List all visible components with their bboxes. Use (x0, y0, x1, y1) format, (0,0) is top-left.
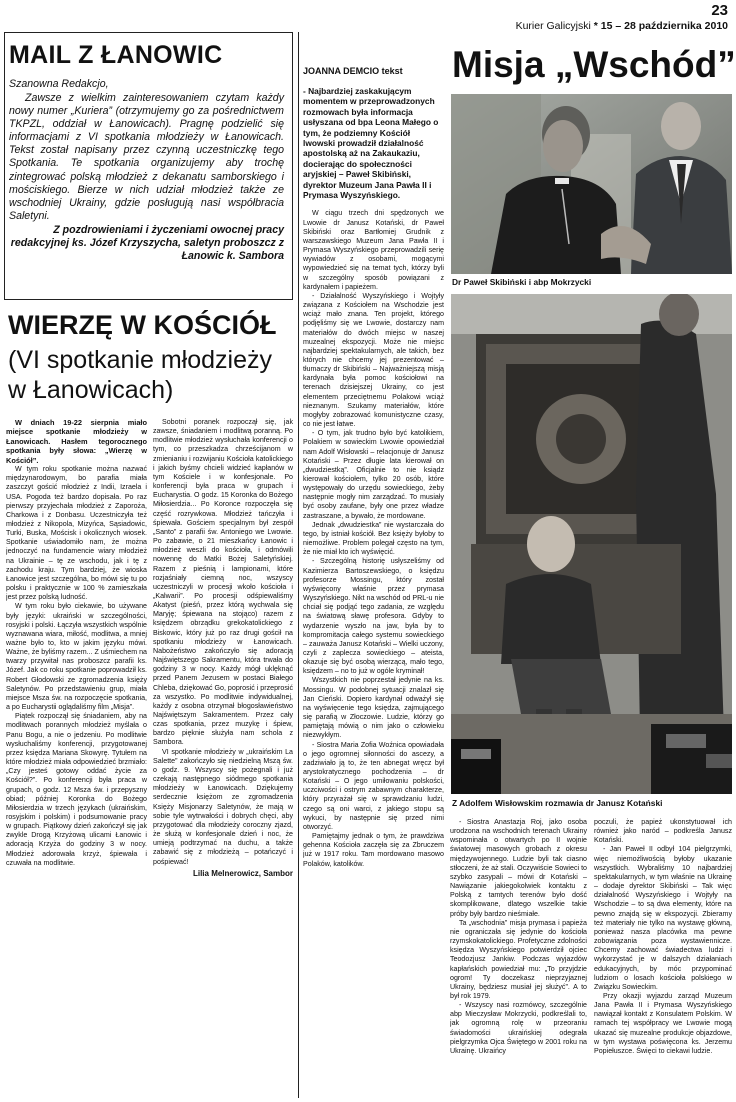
wierze-signature: Lilia Melnerowicz, Sambor (192, 868, 293, 878)
wierze-paragraph: W tym roku było ciekawie, bo używane były języki: ukraiński w szczególności, rosyjski i polski. Łączyła wszystkich wspólnie wyznawana wiara, miłość, modlitwa, a mniej ważne było to, kto w jakim języku mówi. Ważne, że byliśmy razem... Z uśmiechem na twarzy przywitał nas proboszcz parafii ks. Józef. Jak co roku spotkanie poprowadził ks. Robert Głodowski ze zgromadzenia księży Saletynów. Po przedstawieniu grup, miała miejsce Msza św. na rozpoczęcie spotkania, a po Eucharystii oglądaliśmy film „Misja”. (6, 602, 147, 712)
misja-paragraph: - Szczególną historię usłyszeliśmy od Kazimierza Bartoszewskiego, o księdzu profesorze Mossingu, który został wyświęcony właśnie przez prymasa Wyszyńskiego. Nikt na wschód od PRL-u nie chciał się podjąć tego zadania, ze względu na światową sławę profesora. Gdyby to wydarzenie wyszło na jaw, była by to kompromitacja całego systemu sowieckiego – zauważa Janusz Kotański – Wielki uczony, czyli z zaplecza sowieckiego – ateista, okazuje się być osobą wierzącą, mało tego, księdzem – no to już w ogóle kryminał! (303, 557, 444, 676)
misja-paragraph: - Wszyscy nasi rozmówcy, szczególnie abp Mieczysław Mokrzycki, podkreślali to, jak ogromną rolę w przeoraniu świadomości ukraińskiej odegrała pielgrzymka Ojca Świętego w 2001 roku na Ukrainę. Ukraińcy (450, 1001, 587, 1055)
misja-column-5 (594, 818, 732, 1098)
column-divider (298, 32, 299, 1098)
photo-skibinski-mokrzycki (451, 94, 732, 274)
misja-lead: - Najbardziej zaskakującym momentem w przeprowadzonych rozmowach była informacja usłyszana od bpa Leona Małego o tym, że podziemny Kościół lwowski prowadził działalność apostolską aż na Zakaukaziu, docierając do społeczności aryjskiej – Paweł Skibiński, dyrektor Muzeum Jana Pawła II i Prymasa Wyszyńskiego. (303, 86, 439, 201)
misja-paragraph: Wszystkich nie poprzestał jedynie na ks. Mossingu. W podobnej sytuacji znalazł się Jan Cieński. Dopiero kardynał odważył się na wyświęcenie tego księdza, zajmującego się parafią w Złoczowie. Ludzie, którzy go pamiętają mówią o nim jako o człowieku niezwykłym. (303, 676, 444, 740)
issue-date: * 15 – 28 października 2010 (593, 20, 728, 32)
misja-paragraph: poczuli, że papież ukonstytuował ich również jako naród – podkreśla Janusz Kotański. (594, 818, 732, 845)
misja-paragraph: Pamiętajmy jednak o tym, że prawdziwa gehenna Kościoła zaczęła się za Zbruczem już w 1917 roku. Tam mordowano masowo Polaków, katolików. (303, 832, 444, 868)
wierze-lead: W dniach 19-22 sierpnia miało miejsce spotkanie młodzieży w Łanowicach. Hasłem tegorocznego spotkania były słowa: „Wierzę w Kościół”. (6, 418, 147, 465)
misja-paragraph: - Działalność Wyszyńskiego i Wojtyły związana z Kościołem na Wschodzie jest wciąż mało znana. Ten projekt, którego podjęliśmy się we Lwowie, dostarczy nam materiałów do dwóch miejsc w naszej muzealnej ekspozycji. Może nie miejsc najbardziej spektakularnych, ale takich, bez których nie chcemy jej prezentować – tłumaczy dr Skibiński – Najważniejszą misją kardynała była pomoc kościołowi na terenach dzisiejszej Ukrainy, co jest elementem przeciętnemu Polakowi wciąż nieznanym. Szukamy materiałów, które mogłyby zobrazować komunistyczne czasy, co nie jest łatwe. (303, 291, 444, 429)
misja-paragraph: Przy okazji wyjazdu zarząd Muzeum Jana Pawła II i Prymasa Wyszyńskiego nawiązał kontakt z Konsulatem Polskim. W ramach tej współpracy we Lwowie mogą ukazać się muzealne produkcje objazdowe, w tym wystawa poświęcona ks. Jerzemu Popiełuszce. Święci to ciekawi ludzie. (594, 991, 732, 1055)
photo1-caption: Dr Paweł Skibiński i abp Mokrzycki (452, 277, 592, 287)
mail-title: MAIL Z ŁANOWIC (9, 41, 223, 69)
article-author: JOANNA DEMCIO tekst (303, 66, 403, 76)
misja-paragraph: - O tym, jak trudno było być katolikiem, Polakiem w sowieckim Lwowie opowiedział nam Adolf Wisłowski – relacjonuje dr Janusz Kotański – Przez długie lata kierował on „dwudziestką”. Oficjalnie to nie ksiądz kierował kościołem, tylko 20 osób, które występowały do urzędu sowieckiego, żeby następnie mogły nim zarządzać. To musiały być osoby zaufane, były one przez władze zastraszane, a bywało, że mordowane. (303, 429, 444, 520)
masthead (516, 20, 728, 32)
wierze-paragraph: W tym roku spotkanie można nazwać międzynarodowym, bo parafia miała zaszczyt gościć młodzież z Indii, Izraela i USA. Pogoda też bardzo dopisała. Po raz pierwszy przyjechała młodzież z Zaporoża, Charkowa i z Donbasu. Uczestniczyła też młodzież z Nikopola, Mizyńca, Sąsiadowic, Turki, Buska, Mościsk i okolicznych wiosek. Spotkanie uświadomiło nam, że można jednoczyć na fundamencie wiary młodzież na Ukrainie – tę ze wschodu, jak i tę z zachodu kraju. Tym bardziej, że wioska Łanowice jest szczególna, bo mówi się tu po polsku i praktycznie w 100 % zamieszkała jest przez polską ludność. (6, 465, 147, 602)
misja-paragraph: - Jan Paweł II odbył 104 pielgrzymki, więc niemożliwością byłoby ukazanie wszystkich. Wybraliśmy 10 najbardziej spektakularnych, w tym właśnie na Ukrainę – dodaje dyrektor Skibiński – Tak więc działalność Wyszyńskiego i Wojtyły na Wschodzie – to są dwa elementy, które na pewno znajdą się w ekspozycji. Zbieramy też materiały nie tylko na wystawę główną, ponieważ nasza placówka ma pewne zobowiązania poza wystawiennicze. Chcemy zachować świadectwa ludzi i wykorzystać je w dalszych działaniach edukacyjnych, by móc przypominać ludziom o losach kościoła polskiego w Związku Sowieckim. (594, 845, 732, 991)
mail-box (4, 32, 293, 300)
wierze-paragraph: Piątek rozpoczął się śniadaniem, aby na modlitwach porannych młodzież myślała o Panu Bogu, a nie o jedzeniu. Po modlitwie wysłuchaliśmy konferencji, przygotowanej przez księdza Mariana Skowyrę. Tytułem na które młodzież miała odpowiedzieć brzmiało: „Czy jesteś gotowy oddać życie za Kościół?”. Po konferencji była praca w grupach, o godz. 12 Msza św. i przepyszny obiad; później Koronka do Bożego Miłosierdzia w trzech językach (ukraińskim, rosyjskim i polskim) i podsumowanie pracy w grupach. Piątkowy dzień zakończył się jak zwykle Drogą Krzyżową ulicami Łanowic i adoracją Krzyża do godziny 3 w nocy. Młodzież adorowała krzyż, śpiewała i czuwała na modlitwie. (6, 712, 147, 867)
misja-column-4 (450, 818, 587, 1098)
mail-signature: Z pozdrowieniami i życzeniami owocnej pracy redakcyjnej ks. Józef Krzyszycha, saletyn proboszcz z Łanowic k. Sambora (10, 223, 284, 263)
page-number: 23 (711, 2, 728, 19)
wierze-column-1 (6, 418, 147, 1098)
misja-title: Misja „Wschód” (452, 44, 736, 85)
wierze-subtitle: (VI spotkanie młodzieży w Łanowicach) (8, 346, 273, 404)
photo-wislowski-kotanski (451, 294, 732, 794)
misja-paragraph: - Siostra Anastazja Roj, jako osoba urodzona na wschodnich terenach Ukrainy wspominała o otwartych po II wojnie światowej masowych grobach z okresu międzywojennego. Ludzie byli tak ciasno stłoczeni, że aż stali. Oczywiście Sowieci to szybko zasypali – mówi dr Kotański – Nawiązanie jakiegokolwiek kontaktu z Polską z tamtych terenów było dość skomplikowane, dlatego wszelkie takie próby były bardzo nieśmiałe. (450, 818, 587, 918)
photo2-caption: Z Adolfem Wisłowskim rozmawia dr Janusz Kotański (452, 798, 663, 808)
misja-paragraph: W ciągu trzech dni spędzonych we Lwowie dr Janusz Kotański, dr Paweł Skibiński oraz Bartłomiej Grudnik z warszawskiego Muzeum Jana Pawła II i Prymasa Wyszyńskiego przeprowadzili serię wywiadów z osobami, mogącymi wypowiedzieć się na temat tych, którzy byli w szczególny sposób powiązani z kardynałem i papieżem. (303, 209, 444, 291)
mail-greeting: Szanowna Redakcjo, (9, 78, 109, 90)
publication-name: Kurier Galicyjski (515, 20, 591, 32)
wierze-paragraph: VI spotkanie młodzieży w „ukraińskim La Salette” zakończyło się niedzielną Mszą św. o godz. 9. Wszyscy się pożegnali i już czekają następnego siódmego spotkania młodzieży w Łanowicach. Dziękujemy serdecznie księżom ze zgromadzenia Księży Misjonarzy Saletynów, że mają w sobie tyle wytrwałości i dobrych chęci, aby przygotować dla młodzieży coroczny zjazd, że służą w konfesjonale dzień i noc, że umieją podtrzymać na duchu, a także zabawić się z młodzieżą – potańczyć i pośpiewać! (153, 747, 293, 866)
mail-body: Zawsze z wielkim zainteresowaniem czytam każdy nowy numer „Kuriera” (otrzymujemy go za pośrednictwem TKPZL, oddział w Łanowicach). Pragnę podzielić się informacjami z VI spotkania młodzieży w Łanowicach. Tekst został napisany przez czynną uczestniczkę tego Spotkania. Te spotkania organizujemy aby trochę zintegrować polską młodzież z dekanatu samborskiego i mościskiego. Bierze w nich udział młodzież także ze wschodniej Ukrainy, gdzie posługują nasi współbracia Saletyni. (9, 92, 284, 222)
wierze-column-2 (153, 418, 293, 1098)
misja-paragraph: - Siostra Maria Zofia Woźnica opowiadała o jego ogromnej siłonności do ascezy, a zadziwiało ją to, że ten abnegat wręcz był arystokratycznego pochodzenia – dr Kotański – O jego umiłowaniu polskości, uczciwości i ostrym zabawnym charakterze, który przyrażał się w sprawdzaniu ludzi, czego są oni warci, z jakiego stopu są wykuci, by następnie się przed nimi otworzyć. (303, 740, 444, 831)
wierze-title: WIERZĘ W KOŚCIÓŁ (8, 310, 277, 340)
misja-column-3 (303, 66, 444, 1098)
wierze-paragraph: Sobotni poranek rozpoczął się, jak zawsze, śniadaniem i modlitwą poranną. Po modlitwie młodzież wysłuchała konferencji o tym, co przeszkadza chrześcijanom w zmienianiu i rozwijaniu Kościoła katolickiego i jakich byśmy chcieli widzieć kapłanów w tym Kościele i w konfesjonale. Po konferencji była praca w grupach i Eucharystia. O godz. 15 Koronka do Bożego Miłosierdzia... Po Koronce rozpoczęła się część rozrywkowa. Młodzież tańczyła i śpiewała. Gościem specjalnym był zespół „Santo” z parafii św. Antoniego we Lwowie. Po zabawie, o 21 mieszkańcy Łanowic i młodzież weszli do kościoła, i odmówili nowennę do Matki Bożej Saletyńskiej. Razem z pieśnią i lampionami, które rozjaśniały ciemną noc, wszyscy uczestniczyli w procesji wkoło kościoła i „Kalwarii”. Po procesji odśpiewaliśmy Akatyst (pieśń, przez którą wychwala się Maryję; śpiewana na stojąco) razem z księdzem obrządku grekokatolickiego z Biskowic, który już po raz drugi gościł na spotkaniu młodzieży w Łanowicach. Nabożeństwo zakończyło się adoracją Najświętszego Sakramentu, która trwała do godziny 3 w nocy. Każdy mógł uklęknąć przed Panem Jezusem w postaci Białego Chleba, dziękować Go, poprosić i przeprosić za wszystko. Po modlitwie indywidualnej, każdy z osobna otrzymał błogosławieństwo Najświętszym Sakramentem. Przez cały czas spotkania, przez muzykę i śpiew, bardzo pięknie służyła nam schola z Sambora. (153, 418, 293, 747)
photo-image (451, 94, 732, 274)
photo-image (451, 294, 732, 794)
misja-paragraph: Jednak „dwudziestka” nie wystarczała do tego, by istniał kościół. Bez księży byłoby to niemożliwe. Problem polegał często na tym, że nie miał kto ich wyświęcić. (303, 520, 444, 557)
misja-paragraph: Ta „wschodnia” misja prymasa i papieża nie ograniczała się jedynie do kościoła rzymskokatolickiego. Profetyczne zdolności księdza Wyszyńskiego potwierdził ojciec Teodozjusz Jankiw. Podczas wyjazdów kapłańskich powiedział mu: „To przyjdzie ogrom! Ty doczekasz nieprzyjaznej Ukrainy, będziesz musiał jej służyć”. A to był rok 1979. (450, 918, 587, 1000)
